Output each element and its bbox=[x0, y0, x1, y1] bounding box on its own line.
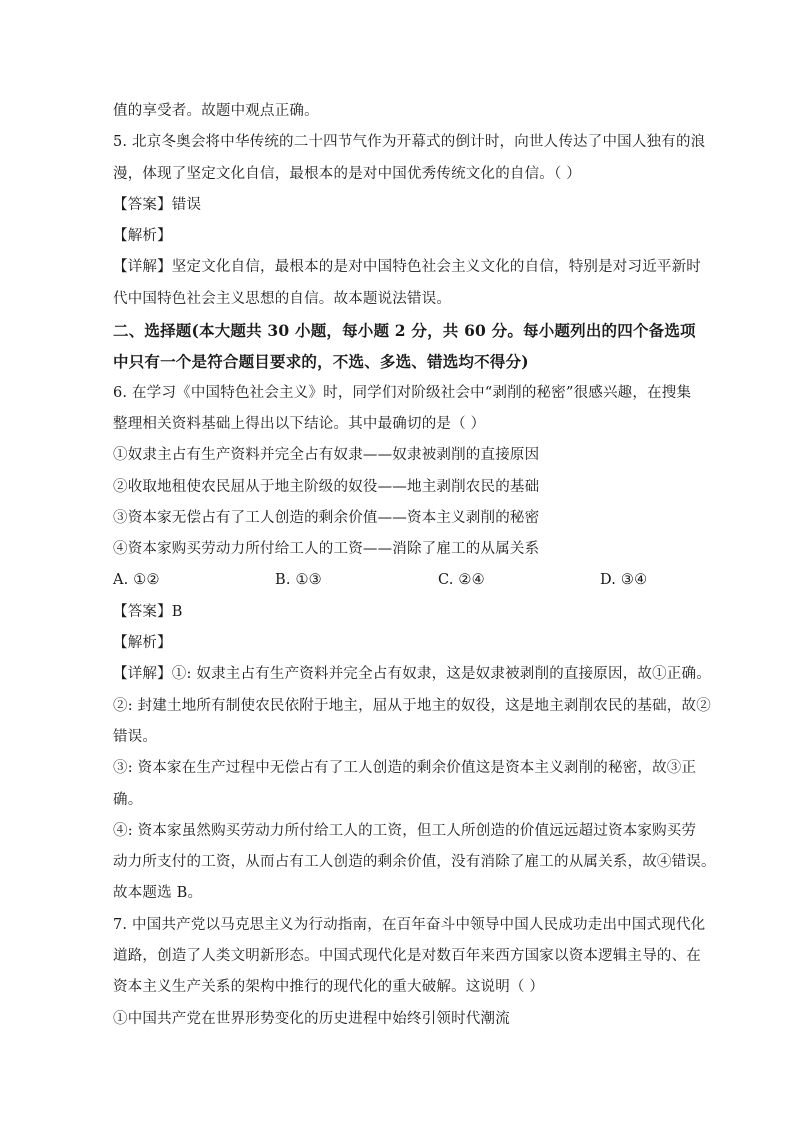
statement-1: ①奴隶主占有生产资料并完全占有奴隶——奴隶被剥削的直接原因 bbox=[113, 447, 540, 464]
option-c: C. ②④ bbox=[438, 572, 485, 589]
answer-label: 【答案】B bbox=[113, 603, 183, 620]
statement-3: ③资本家无偿占有了工人创造的剩余价值——资本主义剥削的秘密 bbox=[113, 509, 540, 526]
question-7: 7. 中国共产党以马克思主义为行动指南，在百年奋斗中领导中国人民成功走出中国式现代化 bbox=[113, 916, 706, 933]
text-line: 漫，体现了坚定文化自信，最根本的是对中国优秀传统文化的自信。（ ） bbox=[113, 165, 581, 182]
document-page bbox=[113, 96, 716, 1035]
question-6: 6. 在学习《中国特色社会主义》时，同学们对阶级社会中“剥削的秘密”很感兴趣，在搜集 bbox=[113, 384, 692, 401]
section-heading-cont: 中只有一个是符合题目要求的，不选、多选、错选均不得分) bbox=[113, 352, 529, 372]
detail-explanation: 【详解】①: 奴隶主占有生产资料并完全占有奴隶，这是奴隶被剥削的直接原因，故①正确。 bbox=[113, 666, 711, 683]
text-line: 故本题选 B。 bbox=[113, 885, 203, 902]
text-line: 代中国特色社会主义思想的自信。故本题说法错误。 bbox=[113, 290, 452, 307]
option-b: B. ①③ bbox=[275, 572, 322, 589]
section-heading: 二、选择题(本大题共 30 小题，每小题 2 分，共 60 分。每小题列出的四个备选项 bbox=[113, 321, 696, 341]
analysis-label: 【解析】 bbox=[113, 228, 172, 245]
text-line: 确。 bbox=[113, 791, 143, 808]
text-line: 整理相关资料基础上得出以下结论。其中最确切的是（ ） bbox=[113, 415, 486, 432]
option-a: A. ①② bbox=[113, 572, 160, 589]
text-line: 值的享受者。故题中观点正确。 bbox=[113, 103, 319, 119]
text-line: ④: 资本家虽然购买劳动力所付给工人的工资，但工人所创造的价值远远超过资本家购买劳 bbox=[113, 822, 697, 839]
answer-options bbox=[113, 565, 693, 596]
analysis-label: 【解析】 bbox=[113, 635, 172, 652]
text-line: 动力所支付的工资，从而占有工人创造的剩余价值，没有消除了雇工的从属关系，故④错误。 bbox=[113, 854, 716, 871]
text-line: 道路，创造了人类文明新形态。中国式现代化是对数百年来西方国家以资本逻辑主导的、在 bbox=[113, 948, 701, 965]
question-5: 5. 北京冬奥会将中华传统的二十四节气作为开幕式的倒计时，向世人传达了中国人独有的浪 bbox=[113, 134, 706, 151]
text-line: ③: 资本家在生产过程中无偿占有了工人创造的剩余价值这是资本主义剥削的秘密，故③正 bbox=[113, 760, 697, 777]
text-line: ②: 封建土地所有制使农民依附于地主，屈从于地主的奴役，这是地主剥削农民的基础，故② bbox=[113, 697, 711, 714]
detail-explanation: 【详解】坚定文化自信，最根本的是对中国特色社会主义文化的自信，特别是对习近平新时 bbox=[113, 259, 701, 276]
answer-label: 【答案】错误 bbox=[113, 196, 202, 213]
statement-2: ②收取地租使农民屈从于地主阶级的奴役——地主剥削农民的基础 bbox=[113, 478, 540, 495]
option-d: D. ③④ bbox=[600, 572, 648, 589]
statement-1: ①中国共产党在世界形势变化的历史进程中始终引领时代潮流 bbox=[113, 1010, 510, 1027]
text-line: 资本主义生产关系的架构中推行的现代化的重大破解。这说明（ ） bbox=[113, 979, 545, 996]
text-line: 错误。 bbox=[113, 728, 158, 745]
statement-4: ④资本家购买劳动力所付给工人的工资——消除了雇工的从属关系 bbox=[113, 541, 540, 558]
